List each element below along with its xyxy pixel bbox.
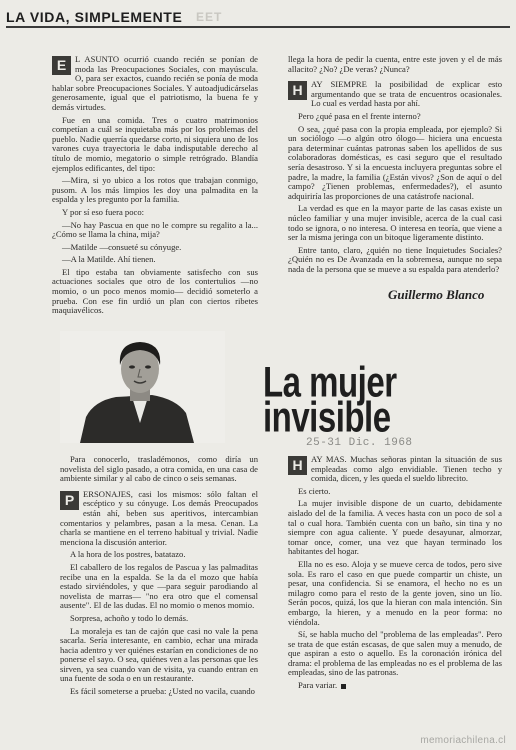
column-top-right [288, 55, 502, 277]
paragraph: —No hay Pascua en que no le compre su regalito a la... ¿Cómo se llama la china, mija? [52, 219, 258, 240]
paragraph: Entre tanto, claro, ¿quién no tiene Inquietudes Sociales? ¿Quién no es De Avanzada en la sobremesa, aunque no sepa nada de la persona que se mueve a su espalda para atenderlo? [288, 244, 502, 274]
paragraph: Para conocerlo, trasladémonos, como diría un novelista del siglo pasado, a otra comida, en una casa de ambiente similar y al cabo de cinco o seis semanas. [60, 454, 258, 484]
paragraph: AY SIEMPRE la posibilidad de explicar esto argumentando que se trata de encuentros ocasionales. Lo cual es verdad hasta por ahí. [311, 79, 502, 109]
column-bottom-right [288, 455, 502, 694]
paragraph: Fue en una comida. Tres o cuatro matrimonios competían a cuál se inquietaba más por los problemas del pueblo. Nadie querría quedarse corto, ni siquiera uno de los varones cuya trayectoria le daba indisputable derecho al título de momio, megatorio o simple retrógrado. Blandía ejemplos edificantes, del tipo: [52, 114, 258, 173]
paragraph: —Matilde —consueté su cónyuge. [62, 241, 182, 252]
paragraph: L ASUNTO ocurrió cuando recién se ponían de moda las Preocupaciones Sociales, con mayúscula. O, para ser exactos, cuando recién se ponía de moda hablar sobre Preocupaciones Sociales. Y autoadjudicárselas generosamente, igual que el patriotismo, la buena fe y demás virtudes. [52, 54, 258, 112]
drop-cap: H [288, 456, 307, 475]
paragraph: Sorpresa, achoño y todo lo demás. [70, 612, 189, 623]
column-bottom-left [60, 455, 258, 700]
date-stamp: 25-31 Dic. 1968 [306, 437, 413, 449]
closing-paragraph [288, 681, 502, 691]
closing-line: Para variar. [298, 680, 338, 691]
paragraph: —A la Matilde. Ahí tienen. [62, 254, 156, 265]
paragraph: La verdad es que en la mayor parte de las casas existe un núcleo familiar y una mujer invisible, acerca de la cual casi todo se ignora, o no interesa. O interesa en teoría, que viene a ser la misma jeringa con un bitoque ligeramente distinto. [288, 203, 502, 243]
paragraph: Pero ¿qué pasa en el frente interno? [298, 110, 421, 121]
section-header: LA VIDA, SIMPLEMENTE [6, 9, 183, 25]
paragraph: El caballero de los regalos de Pascua y las palmaditas recibe una en la espalda. Se la da el mozo que había estado sirviéndoles, y que —para seguir parodiando al novelista de marras— "no era otro que el comensal ausente". El de las dudas. El no momio o menos momio. [60, 561, 258, 611]
end-mark-icon [341, 684, 346, 689]
paragraph: A la hora de los postres, batatazo. [70, 549, 186, 560]
portrait-illustration [60, 331, 225, 443]
paragraph: ERSONAJES, casi los mismos: sólo faltan el escéptico y su cónyuge. Los demás Preocupados están ahí, beben sus aperitivos, intercambian comentarios y pelambres, pasan a la mesa. Cenan. La charla se mantiene en el terreno habitual y trivial. Nadie menciona la discusión anterior. [60, 488, 258, 547]
author-byline: Guillermo Blanco [388, 287, 485, 302]
paragraph: Es cierto. [298, 485, 331, 496]
article-title-line-2: invisible [263, 392, 391, 441]
paragraph: Y por sí eso fuera poco: [62, 206, 145, 217]
paragraph: La moraleja es tan de cajón que casi no vale la pena sacarla. Sería interesante, en cambio, echar una mirada hacia adentro y ver quiénes estarían en condiciones de no ponerse el sayo. O sea, quiénes ven a las personas que les sirven, ya sea cuando van de visita, ya cuando entran en una fuente de soda o en un restaurante. [60, 625, 258, 684]
paragraph: —Mira, si yo ubico a los rotos que trabajan conmigo, pusom. A los más limpios les doy una palmadita en la espalda y les pregunto por la familia. [52, 175, 258, 205]
paragraph: AY MAS. Muchas señoras pintan la situación de sus empleadas como algo envidiable. Tienen techo y comida, dicen, y les queda el sueldo librecito. [311, 454, 502, 484]
column-top-left [52, 55, 258, 319]
paragraph: Sí, se habla mucho del "problema de las empleadas". Pero se trata de que están escasas, de que salen muy a menudo, de que aspiran a esto o aquello. Es la coronación irónica del drama: el problema de las empleadas no es el problema de las empleadas, sino de las patronas. [288, 629, 502, 678]
author-portrait-photo [60, 331, 225, 443]
drop-cap: P [60, 491, 79, 510]
paragraph: O sea, ¿qué pasa con la propia empleada, por ejemplo? Si un sociólogo —o algún otro ólogo— hiciera una encuesta para determinar cuántas patronas saben los apellidos de sus colaboradoras domésticas, es casi seguro que el resultado sería desastroso. Y si la encuesta incluyera preguntas sobre el padre, la madre, la familia (¿Están vivos? ¿Son de aquí o del campo? ¿Tienen problemas, enfermedades?), el asunto adquiriría las proporciones de una catástrofe nacional. [288, 123, 502, 201]
drop-cap: E [52, 56, 71, 75]
paragraph: Ella no es eso. Aloja y se mueve cerca de todos, pero sive sola. Es raro el caso en que puede compartir un chiste, un pesar, una confidencia. Si se enamora, el hecho no es un milagro como para el resto de la gente joven, sino un lío. Serán pocos, quizá, los que la hieran con mala intención. Sin embargo, la hieren, y a menudo en la peor forma: no viéndola. [288, 558, 502, 627]
paragraph: El tipo estaba tan obviamente satisfecho con sus actuaciones sociales que otro de los contertulios —no momio, o un poco menos momio— decidió someterlo a prueba. Con ese fin urdió un plan con ciertos ribetes maquiavélicos. [52, 266, 258, 316]
header-rule [6, 26, 510, 28]
header-bleed-text: EET [196, 10, 223, 24]
drop-cap: H [288, 81, 307, 100]
source-watermark: memoriachilena.cl [420, 735, 506, 746]
paragraph: llega la hora de pedir la cuenta, entre este joven y el de más allacito? ¿No? ¿De veras? ¿Nunca? [288, 54, 502, 74]
article-title-line-1: La mujer [263, 357, 397, 406]
paragraph: Es fácil someterse a prueba: ¿Usted no vacila, cuando [70, 686, 255, 697]
paragraph: La mujer invisible dispone de un cuarto, debidamente aislado del de la familia. A veces hasta con un poco de sol a tal o cual hora. También cuenta con un baño, sin tina y no siempre con agua caliente. Y puede desayunar, almorzar, tomar once, comer, una vez que hayan terminado los habitantes del hogar. [288, 498, 502, 557]
